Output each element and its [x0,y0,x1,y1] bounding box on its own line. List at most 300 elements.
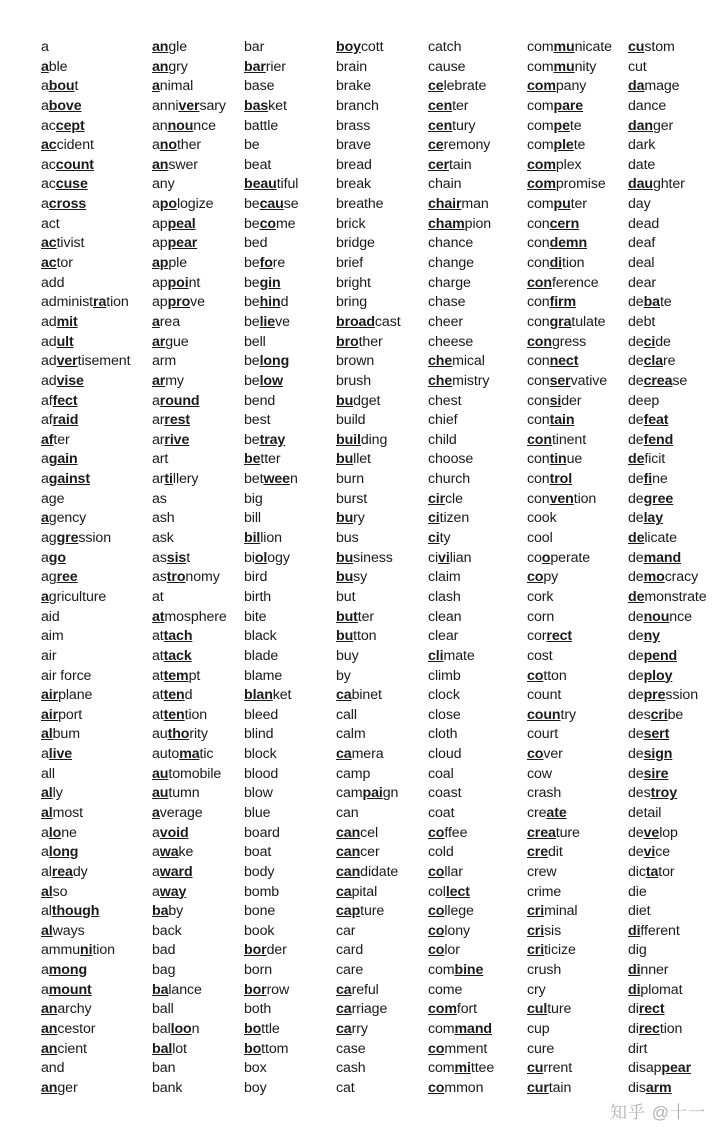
word-entry: desert [628,726,670,743]
word-entry: away [152,883,187,900]
word-entry: catch [428,39,462,55]
word-entry: awake [152,844,194,861]
word-entry: dinner [628,962,669,979]
stressed-syllable: ol [254,549,268,566]
word-entry: before [244,255,286,272]
stressed-syllable: cir [428,490,446,507]
word-entry: complete [527,137,586,154]
word-entry: describe [628,706,684,723]
word-entry: agency [41,510,87,527]
stressed-syllable: ploy [643,667,673,684]
word-entry: cancel [336,824,378,841]
stressed-syllable: firm [549,294,576,311]
stressed-syllable: troy [650,785,677,802]
stressed-syllable: de [628,530,645,547]
stressed-syllable: cri [527,903,545,920]
word-entry: crash [527,785,562,802]
stressed-syllable: ac [41,137,57,154]
word-entry: criticize [527,942,576,959]
word-entry: case [336,1040,366,1057]
word-entry: dirt [628,1040,648,1057]
stressed-syllable: rest [164,412,191,429]
stressed-syllable: no [159,137,177,154]
word-entry: bird [244,569,268,586]
word-entry: control [527,471,573,488]
stressed-syllable: co [428,863,445,880]
stressed-syllable: bu [336,549,354,566]
word-entry: crew [527,863,557,880]
word-entry: cheer [428,313,463,330]
word-column-6 [527,38,612,1099]
word-entry: copy [527,569,559,586]
word-entry: coast [428,785,462,802]
word-entry: beat [244,156,272,173]
word-entry: convention [527,490,597,507]
word-entry: bomb [244,883,280,900]
stressed-syllable: mi [454,1060,471,1077]
stressed-syllable: bu [336,451,354,468]
word-entry: average [152,804,203,821]
word-entry: crisis [527,922,562,939]
stressed-syllable: tin [549,451,567,468]
word-entry: dictator [628,863,675,880]
stressed-syllable: co [428,1040,445,1057]
stressed-syllable: co [428,903,445,920]
word-entry: chemical [428,353,485,370]
word-entry: cash [336,1060,366,1077]
word-entry: democracy [628,569,699,586]
stressed-syllable: cern [549,215,580,232]
word-entry: ago [41,549,66,566]
word-entry: below [244,372,283,389]
word-entry: brave [336,137,371,154]
stressed-syllable: bor [244,942,267,959]
word-entry: ceremony [428,137,491,154]
stressed-syllable: pend [643,647,678,664]
stressed-syllable: gree [643,490,674,507]
word-entry: demonstrate [628,588,707,605]
stressed-syllable: ti [164,471,173,488]
stressed-syllable: beau [244,176,277,193]
word-entry: all [41,765,55,782]
word-entry: blow [244,785,273,802]
stressed-syllable: fo [259,255,273,272]
word-entry: deficit [628,451,666,468]
word-entry: again [41,451,78,468]
word-entry: credit [527,844,563,861]
stressed-syllable: gra [549,313,572,330]
word-entry: because [244,196,299,213]
word-entry: ask [152,530,174,547]
word-entry: child [428,431,457,448]
word-entry: direct [628,1001,665,1018]
stressed-syllable: bo [244,1040,262,1057]
stressed-syllable: dan [628,117,653,134]
stressed-syllable: ca [336,981,352,998]
stressed-syllable: vi [643,844,656,861]
stressed-syllable: can [336,863,361,880]
stressed-syllable: rec [638,1021,660,1038]
word-entry: anarchy [41,1001,92,1018]
stressed-syllable: ni [80,942,93,959]
word-entry: contain [527,412,575,429]
word-entry: brake [336,78,371,95]
word-entry: black [244,628,277,645]
stressed-syllable: ac [41,235,57,252]
word-entry: another [152,137,201,154]
stressed-syllable: poi [167,274,189,291]
stressed-syllable: pare [553,97,584,114]
word-entry: destroy [628,785,677,802]
word-entry: balloon [152,1021,200,1038]
stressed-syllable: au [152,765,169,782]
word-entry: atmosphere [152,608,227,625]
word-entry: defend [628,431,674,448]
word-entry: behind [244,294,289,311]
word-entry: can [336,804,359,821]
stressed-syllable: bor [244,981,267,998]
word-entry: announce [152,117,216,134]
word-entry: appeal [152,215,196,232]
word-entry: citizen [428,510,470,527]
word-entry: ballot [152,1040,187,1057]
stressed-syllable: wa [159,844,179,861]
word-entry: cause [428,58,466,75]
word-entry: break [336,176,371,193]
word-entry: born [244,962,272,979]
word-entry: century [428,117,476,134]
word-entry: disarm [628,1079,672,1096]
stressed-syllable: peal [167,215,196,232]
stressed-syllable: boy [336,39,361,55]
word-column-7 [628,38,707,1099]
word-entry: by [336,667,351,684]
word-entry: cool [527,530,553,547]
word-entry: define [628,471,668,488]
word-entry: arm [152,353,177,370]
word-entry: boycott [336,39,384,55]
stressed-syllable: ar [152,372,166,389]
stressed-syllable: mand [643,549,682,566]
stressed-syllable: cri [527,922,545,939]
word-entry: broadcast [336,313,401,330]
stressed-syllable: al [41,804,53,821]
word-entry: attend [152,687,193,704]
word-entry: crime [527,883,562,900]
word-entry: cup [527,1021,550,1038]
word-entry: dear [628,274,656,291]
stressed-syllable: co [428,922,445,939]
word-entry: careful [336,981,379,998]
stressed-syllable: po [159,196,177,213]
word-entry: although [41,903,100,920]
word-entry: angle [152,39,187,55]
stressed-syllable: ac [41,255,57,272]
word-entry: condemn [527,235,588,252]
word-entry: committee [428,1060,495,1077]
stressed-syllable: ci [428,530,440,547]
word-entry: authority [152,726,208,743]
stressed-syllable: arm [645,1079,672,1096]
word-entry: diplomat [628,981,683,998]
word-entry: above [41,97,82,114]
stressed-syllable: pu [553,196,571,213]
stressed-syllable: pear [661,1060,691,1077]
stressed-syllable: bil [244,530,261,547]
word-entry: choose [428,451,474,468]
word-entry: conference [527,274,599,291]
word-entry: college [428,903,474,920]
stressed-syllable: rive [164,431,190,448]
stressed-syllable: cap [336,903,361,920]
word-entry: bring [336,294,368,311]
stressed-syllable: ate [546,804,567,821]
stressed-syllable: chair [428,196,462,213]
stressed-syllable: an [152,156,169,173]
word-entry: big [244,490,263,507]
stressed-syllable: ci [643,333,656,350]
stressed-syllable: a [152,313,160,330]
stressed-syllable: al [41,726,53,743]
word-entry: boat [244,844,272,861]
stressed-syllable: rect [546,628,573,645]
word-entry: blade [244,647,279,664]
word-column-4 [336,38,401,1099]
stressed-syllable: con [527,274,552,291]
word-entry: court [527,726,559,743]
word-entry: about [41,78,79,95]
word-entry: also [41,883,68,900]
stressed-syllable: cross [48,196,87,213]
word-entry: chance [428,235,474,252]
stressed-syllable: con [527,431,552,448]
word-entry: cotton [527,667,567,684]
stressed-syllable: sert [643,726,670,743]
word-entry: clock [428,687,460,704]
stressed-syllable: tain [549,412,575,429]
stressed-syllable: nou [167,117,194,134]
word-entry: charge [428,274,471,291]
stressed-syllable: ve [643,824,660,841]
stressed-syllable: sire [643,765,669,782]
word-entry: center [428,97,469,114]
word-entry: artillery [152,471,199,488]
word-entry: different [628,922,680,939]
word-entry: accident [41,137,94,154]
stressed-syllable: bu [336,628,354,645]
word-entry: baby [152,903,184,920]
word-entry: appoint [152,274,201,291]
watermark: 知乎 @十一 [610,1103,706,1122]
word-entry: against [41,471,90,488]
word-entry: between [244,471,298,488]
stressed-syllable: che [428,353,453,370]
stressed-syllable: mu [553,58,575,75]
word-entry: cook [527,510,557,527]
word-entry: bridge [336,235,375,252]
word-entry: custom [628,39,675,55]
word-entry: champion [428,215,492,232]
word-entry: account [41,156,94,173]
word-entry: comfort [428,1001,477,1018]
word-entry: ancestor [41,1021,96,1038]
stressed-syllable: an [41,1021,58,1038]
word-entry: business [336,549,393,566]
word-entry: demand [628,549,682,566]
stressed-syllable: a [152,804,160,821]
word-entry: claim [428,569,461,586]
word-entry: busy [336,569,368,586]
stressed-syllable: cu [527,1060,544,1077]
word-entry: approve [152,294,205,311]
word-entry: beautiful [244,176,299,193]
stressed-syllable: co [428,1079,445,1096]
word-entry: bed [244,235,268,252]
stressed-syllable: ca [336,883,352,900]
stressed-syllable: cre [527,844,549,861]
word-entry: buy [336,647,359,664]
word-entry: coat [428,804,455,821]
word-entry: day [628,196,651,213]
word-entry: climate [428,647,475,664]
word-entry: but [336,588,356,605]
stressed-syllable: pro [167,294,191,311]
stressed-syllable: air [41,687,59,704]
word-entry: clean [428,608,462,625]
stressed-syllable: cuse [55,176,88,193]
stressed-syllable: nect [549,353,579,370]
word-entry: dance [628,97,667,114]
word-entry: album [41,726,80,743]
stressed-syllable: bas [244,97,269,114]
stressed-syllable: trol [549,471,573,488]
word-entry: act [41,215,60,232]
word-entry: card [336,942,364,959]
word-entry: anniversary [152,97,226,114]
word-entry: and [41,1060,65,1077]
word-entry: begin [244,274,281,291]
word-entry: come [428,981,463,998]
word-entry: candidate [336,863,399,880]
stressed-syllable: cu [628,39,645,55]
stressed-syllable: lo [48,824,62,841]
word-entry: button [336,628,377,645]
stressed-syllable: gre [56,530,79,547]
word-entry: change [428,255,474,272]
word-entry: air [41,647,57,664]
word-entry: count [527,687,562,704]
word-entry: bullet [336,451,371,468]
stressed-syllable: ap [152,255,169,272]
stressed-syllable: tem [163,667,189,684]
word-entry: airplane [41,687,93,704]
stressed-syllable: an [41,1079,58,1096]
word-entry: daughter [628,176,685,193]
word-entry: basket [244,97,287,114]
word-entry: color [428,942,460,959]
stressed-syllable: rect [638,1001,665,1018]
word-entry: cloud [428,746,462,763]
stressed-syllable: ma [179,746,200,763]
word-entry: cut [628,58,647,75]
word-entry: always [41,922,85,939]
stressed-syllable: bar [244,58,266,75]
stressed-syllable: ten [163,706,185,723]
word-entry: cheese [428,333,474,350]
word-entry: breathe [336,196,384,213]
word-entry: collar [428,863,463,880]
word-entry: creature [527,824,580,841]
word-entry: angry [152,58,188,75]
stressed-syllable: bou [48,78,75,95]
stressed-syllable: lie [259,313,276,330]
word-entry: bar [244,39,265,55]
stressed-syllable: al [41,922,53,939]
stressed-syllable: co [527,746,544,763]
word-entry: any [152,176,175,193]
word-entry: curtain [527,1079,572,1096]
word-entry: alive [41,746,73,763]
stressed-syllable: an [152,39,169,55]
word-entry: cold [428,844,454,861]
word-entry: automatic [152,746,214,763]
word-entry: among [41,962,88,979]
word-entry: argue [152,333,189,350]
stressed-syllable: air [41,706,59,723]
stressed-syllable: cen [428,117,453,134]
word-entry: blue [244,804,271,821]
word-entry: branch [336,97,379,114]
word-entry: date [628,156,656,173]
word-entry: blame [244,667,283,684]
stressed-syllable: mand [454,1021,492,1038]
word-entry: chain [428,176,462,193]
word-entry: capital [336,883,378,900]
word-entry: bottle [244,1021,280,1038]
word-entry: campaign [336,785,399,802]
word-entry: burst [336,490,368,507]
word-entry: believe [244,313,290,330]
stressed-syllable: void [159,824,189,841]
word-entry: as [152,490,167,507]
stressed-syllable: be [244,451,261,468]
word-entry: barrier [244,58,286,75]
stressed-syllable: cau [259,196,284,213]
stressed-syllable: pai [362,785,383,802]
word-entry: become [244,215,296,232]
stressed-syllable: cept [55,117,85,134]
word-entry: criminal [527,903,578,920]
word-entry: afraid [41,412,79,429]
word-entry: brain [336,58,368,75]
word-entry: corn [527,608,555,625]
stressed-syllable: lay [643,510,664,527]
word-entry: bad [152,942,176,959]
word-entry: alone [41,824,77,841]
stressed-syllable: af [41,431,54,448]
stressed-syllable: bu [336,569,354,586]
word-entry: across [41,196,87,213]
word-entry: camera [336,746,384,763]
stressed-syllable: a [41,588,49,605]
word-entry: congress [527,333,587,350]
stressed-syllable: bal [152,1040,173,1057]
stressed-syllable: ca [336,1001,352,1018]
stressed-syllable: hin [259,294,281,311]
stressed-syllable: com [527,78,556,95]
word-entry: anger [41,1079,78,1096]
word-entry: clash [428,588,461,605]
